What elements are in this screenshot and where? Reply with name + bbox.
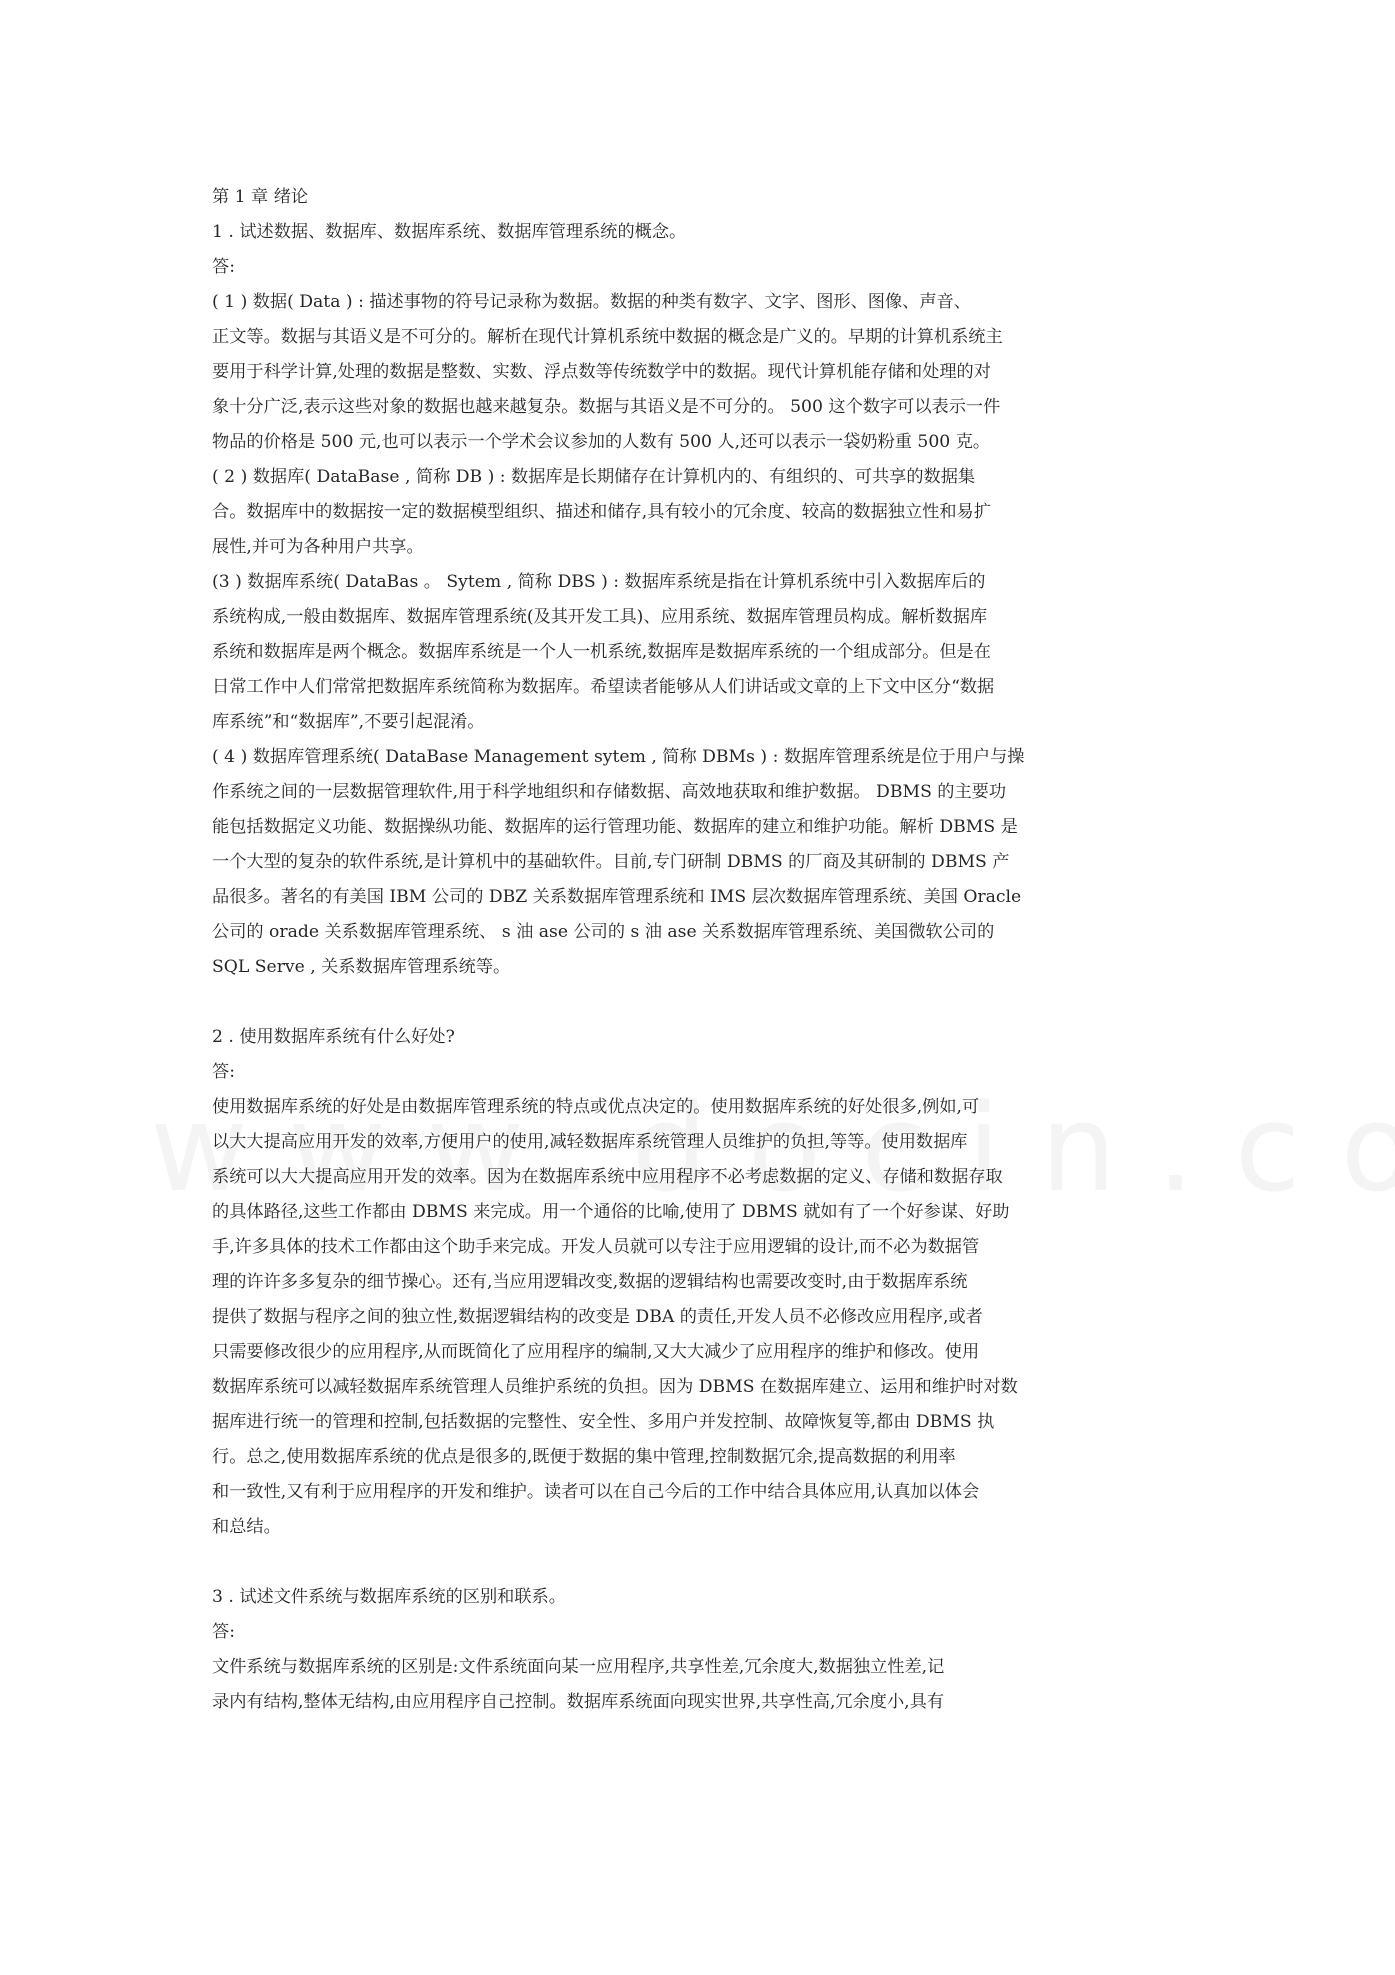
chapter-title: 第 1 章 绪论	[212, 187, 309, 207]
q1-paragraph-dbms	[212, 740, 1182, 985]
text-line: (3 ) 数据库系统( DataBas 。 Sytem , 简称 DBS ) : 数据库系统是指在计算机系统中引入数据库后的	[212, 572, 986, 592]
text-line: 系统和数据库是两个概念。数据库系统是一个人一机系统,数据库是数据库系统的一个组成部分。但是在	[212, 642, 991, 662]
text-line: 和总结。	[212, 1517, 281, 1537]
question-2: 2 . 使用数据库系统有什么好处?	[212, 1027, 455, 1047]
q2-paragraph	[212, 1090, 1182, 1545]
q1-paragraph-database	[212, 460, 1182, 565]
text-line: ( 2 ) 数据库( DataBase , 简称 DB ) : 数据库是长期储存在计算机内的、有组织的、可共享的数据集	[212, 467, 976, 487]
text-line: 公司的 orade 关系数据库管理系统、 s 油 ase 公司的 s 油 ase 关系数据库管理系统、美国微软公司的	[212, 922, 995, 942]
q3-paragraph	[212, 1650, 1182, 1720]
text-line: 行。总之,使用数据库系统的优点是很多的,既便于数据的集中管理,控制数据冗余,提高数据的利用率	[212, 1447, 956, 1467]
text-line: 系统构成,一般由数据库、数据库管理系统(及其开发工具)、应用系统、数据库管理员构成。解析数据库	[212, 607, 988, 627]
text-line: 数据库系统可以减轻数据库系统管理人员维护系统的负担。因为 DBMS 在数据库建立、运用和维护时对数	[212, 1377, 1018, 1397]
text-line: 一个大型的复杂的软件系统,是计算机中的基础软件。目前,专门研制 DBMS 的厂商及其研制的 DBMS 产	[212, 852, 1010, 872]
text-line: 以大大提高应用开发的效率,方便用户的使用,减轻数据库系统管理人员维护的负担,等等。使用数据库	[212, 1132, 968, 1152]
text-line: ( 4 ) 数据库管理系统( DataBase Management sytem , 简称 DBMs ) : 数据库管理系统是位于用户与操	[212, 747, 1025, 767]
text-line: ( 1 ) 数据( Data ) : 描述事物的符号记录称为数据。数据的种类有数字、文字、图形、图像、声音、	[212, 292, 971, 312]
answer-label-3: 答:	[212, 1622, 235, 1642]
q1-paragraph-dbs	[212, 565, 1182, 740]
text-line: 正文等。数据与其语义是不可分的。解析在现代计算机系统中数据的概念是广义的。早期的计算机系统主	[212, 327, 1003, 347]
text-line: 使用数据库系统的好处是由数据库管理系统的特点或优点决定的。使用数据库系统的好处很多,例如,可	[212, 1097, 980, 1117]
text-line: 合。数据库中的数据按一定的数据模型组织、描述和储存,具有较小的冗余度、较高的数据独立性和易扩	[212, 502, 991, 522]
text-line: 理的许许多多复杂的细节操心。还有,当应用逻辑改变,数据的逻辑结构也需要改变时,由于数据库系统	[212, 1272, 968, 1292]
text-line: 和一致性,又有利于应用程序的开发和维护。读者可以在自己今后的工作中结合具体应用,认真加以体会	[212, 1482, 980, 1502]
text-line: 品很多。著名的有美国 IBM 公司的 DBZ 关系数据库管理系统和 IMS 层次数据库管理系统、美国 Oracle	[212, 887, 1022, 907]
text-line: 作系统之间的一层数据管理软件,用于科学地组织和存储数据、高效地获取和维护数据。 DBMS 的主要功	[212, 782, 1007, 802]
text-line: 系统可以大大提高应用开发的效率。因为在数据库系统中应用程序不必考虑数据的定义、存储和数据存取	[212, 1167, 1003, 1187]
text-line: SQL Serve , 关系数据库管理系统等。	[212, 957, 511, 977]
answer-label-2: 答:	[212, 1062, 235, 1082]
text-line: 文件系统与数据库系统的区别是:文件系统面向某一应用程序,共享性差,冗余度大,数据独立性差,记	[212, 1657, 945, 1677]
question-3: 3 . 试述文件系统与数据库系统的区别和联系。	[212, 1587, 566, 1607]
text-line: 展性,并可为各种用户共享。	[212, 537, 424, 557]
document-page	[212, 180, 1182, 1720]
text-line: 只需要修改很少的应用程序,从而既简化了应用程序的编制,又大大减少了应用程序的维护和修改。使用	[212, 1342, 980, 1362]
text-line: 提供了数据与程序之间的独立性,数据逻辑结构的改变是 DBA 的责任,开发人员不必修改应用程序,或者	[212, 1307, 983, 1327]
text-line: 手,许多具体的技术工作都由这个助手来完成。开发人员就可以专注于应用逻辑的设计,而不必为数据管	[212, 1237, 980, 1257]
text-line: 的具体路径,这些工作都由 DBMS 来完成。用一个通俗的比喻,使用了 DBMS 就如有了一个好参谋、好助	[212, 1202, 1010, 1222]
question-1: 1 . 试述数据、数据库、数据库系统、数据库管理系统的概念。	[212, 222, 687, 242]
text-line: 据库进行统一的管理和控制,包括数据的完整性、安全性、多用户并发控制、故障恢复等,都由 DBMS 执	[212, 1412, 995, 1432]
text-line: 能包括数据定义功能、数据操纵功能、数据库的运行管理功能、数据库的建立和维护功能。解析 DBMS 是	[212, 817, 1018, 837]
q1-paragraph-data	[212, 285, 1182, 460]
text-line: 录内有结构,整体无结构,由应用程序自己控制。数据库系统面向现实世界,共享性高,冗余度小,具有	[212, 1692, 945, 1712]
text-line: 要用于科学计算,处理的数据是整数、实数、浮点数等传统数学中的数据。现代计算机能存储和处理的对	[212, 362, 991, 382]
text-line: 日常工作中人们常常把数据库系统简称为数据库。希望读者能够从人们讲话或文章的上下文中区分“数据	[212, 677, 995, 697]
text-line: 物品的价格是 500 元,也可以表示一个学术会议参加的人数有 500 人,还可以表示一袋奶粉重 500 克。	[212, 432, 991, 452]
text-line: 象十分广泛,表示这些对象的数据也越来越复杂。数据与其语义是不可分的。 500 这个数字可以表示一件	[212, 397, 1001, 417]
text-line: 库系统”和“数据库”,不要引起混淆。	[212, 712, 485, 732]
answer-label-1: 答:	[212, 257, 235, 277]
